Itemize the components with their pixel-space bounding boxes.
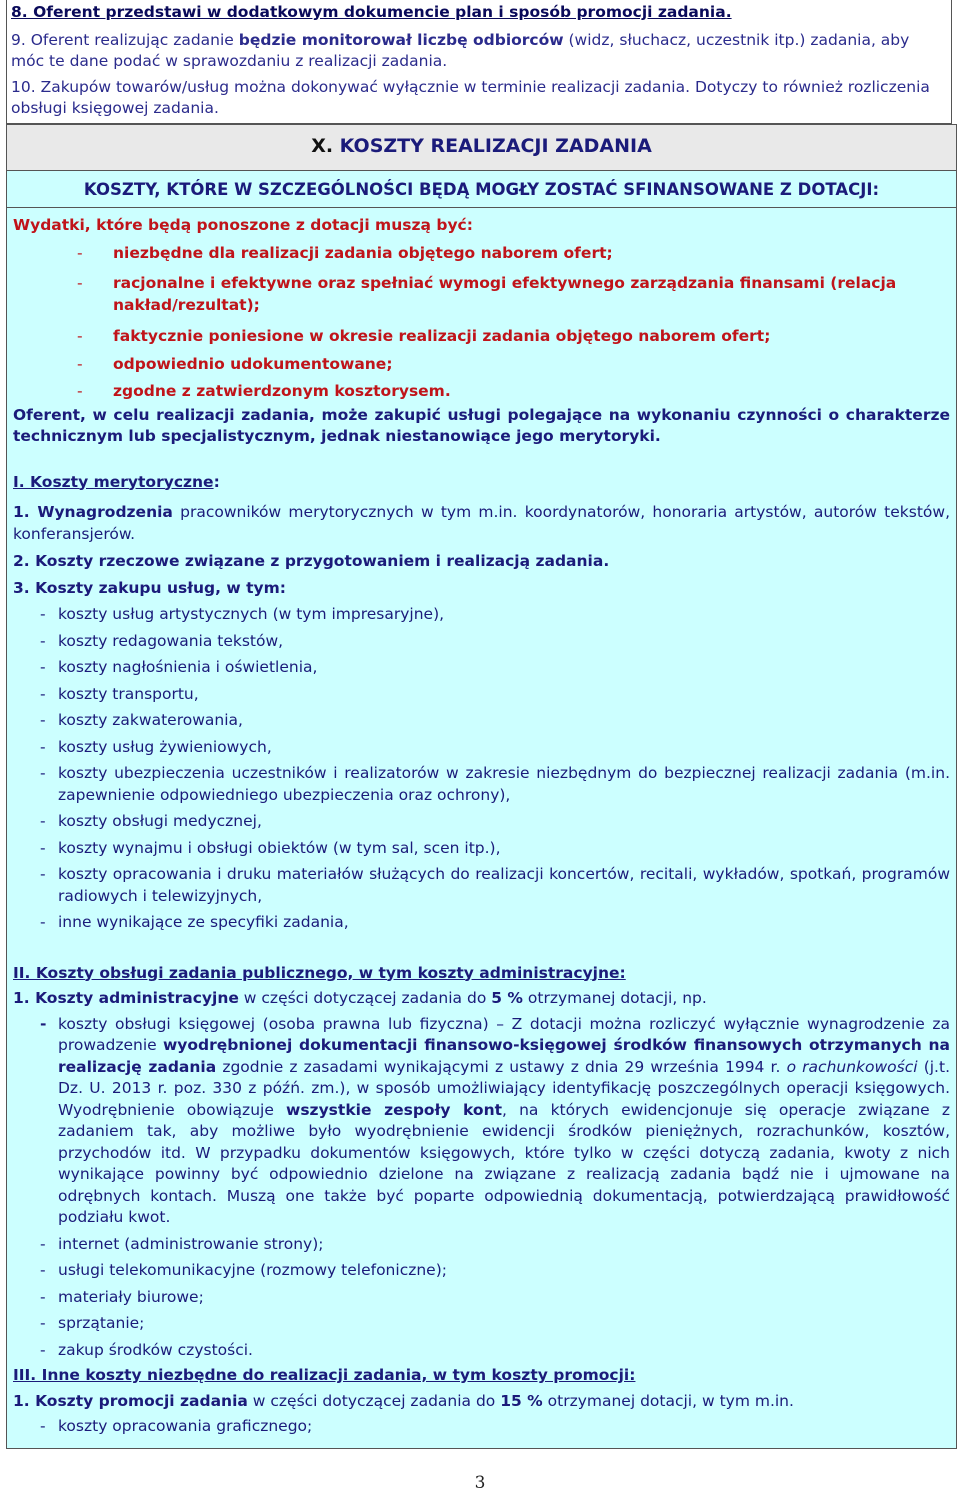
requirements-intro: Wydatki, które będą ponoszone z dotacji muszą być: bbox=[13, 216, 473, 234]
list-item: - internet (administrowanie strony); bbox=[40, 1234, 324, 1253]
list-item: - koszty nagłośnienia i oświetlenia, bbox=[40, 658, 318, 676]
list-item: - koszty zakwaterowania, bbox=[40, 711, 243, 729]
page-number: 3 bbox=[474, 1473, 486, 1493]
part2-accounting bbox=[13, 1014, 950, 1362]
condition-10: 10. Zakupów towarów/usług można dokonywać wyłącznie w terminie realizacji zadania. Dotyczy to również rozliczenia obsługi księgowej zadania. bbox=[11, 78, 930, 117]
part1-heading: I. Koszty merytoryczne: bbox=[13, 472, 220, 491]
requirements-note: Oferent, w celu realizacji zadania, może zakupić usługi polegające na wykonaniu czynności o charakterze technicznym lub specjalistycznym, jednak niestanowiące jego merytoryki. bbox=[13, 405, 950, 445]
costs-content bbox=[6, 171, 957, 1449]
costs-body bbox=[7, 208, 956, 1438]
part2-heading: II. Koszty obsługi zadania publicznego, w tym koszty administracyjne: bbox=[13, 963, 626, 982]
list-item: - koszty ubezpieczenia uczestników i realizatorów w zakresie niezbędnym do bezpiecznej realizacji zadania (m.in. zapewnienie odpowiedniego ubezpieczenia oraz ochrony), bbox=[40, 764, 950, 804]
list-item: - koszty usług żywieniowych, bbox=[40, 737, 272, 756]
list-item: - koszty redagowania tekstów, bbox=[40, 631, 284, 650]
list-item: - koszty usług artystycznych (w tym impresaryjne), bbox=[40, 605, 445, 623]
list-item: - koszty transportu, bbox=[40, 684, 199, 703]
section-subtitle: KOSZTY, KTÓRE W SZCZEGÓLNOŚCI BĘDĄ MOGŁY ZOSTAĆ SFINANSOWANE Z DOTACJI: bbox=[7, 171, 956, 208]
requirement-item: - racjonalne i efektywne oraz spełniać wymogi efektywnego zarządzania finansami (relacja nakład/rezultat); bbox=[77, 274, 897, 314]
part3-promotion-costs: 1. Koszty promocji zadania w części dotyczącej zadania do 15 % otrzymanej dotacji, w tym m.in. bbox=[13, 1391, 794, 1410]
condition-9: 9. Oferent realizując zadanie będzie monitorował liczbę odbiorców (widz, słuchacz, uczestnik itp.) zadania, aby móc te dane podać w sprawozdaniu z realizacji zadania. bbox=[11, 31, 910, 70]
requirement-item: - zgodne z zatwierdzonym kosztorysem. bbox=[77, 382, 451, 400]
requirement-item: - odpowiednio udokumentowane; bbox=[77, 354, 393, 373]
part1-material-costs: 2. Koszty rzeczowe związane z przygotowaniem i realizacją zadania. bbox=[13, 552, 610, 570]
list-item: - sprzątanie; bbox=[40, 1314, 145, 1332]
part1-services-heading: 3. Koszty zakupu usług, w tym: bbox=[13, 578, 286, 597]
requirement-item: - niezbędne dla realizacji zadania objętego naborem ofert; bbox=[77, 243, 613, 262]
part3-heading: III. Inne koszty niezbędne do realizacji zadania, w tym koszty promocji: bbox=[13, 1366, 636, 1384]
section-title: KOSZTY REALIZACJI ZADANIA bbox=[333, 135, 652, 157]
accounting-item: - koszty obsługi księgowej (osoba prawna lub fizyczna) – Z dotacji można rozliczyć wyłącznie wynagrodzenie za prowadzenie wyodrębnionej dokumentacji finansowo-księgowej środków finansowych otrzymanych na realizację zadania zgodnie z zasadami wynikającymi z ustawy z dnia 29 września 1994 r. o rachunkowości (j.t. Dz. U. 2013 r. poz. 330 z późń. zm.), w sposób umożliwiający identyfikację poszczególnych operacji księgowych. Wyodrębnienie obowiązuje wszystkie zespoły kont, na których ewidencjonuje się operacje związane z zadaniem tak, aby możliwe było wyodrębnienie ewidencji środków pieniężnych, rozrachunków, kosztów, przychodów itd. W przypadku dokumentów księgowych, które tylko w części dotyczą zadania, kwoty z nich wynikające powinny być odpowiednio dzielone na związane z realizacją zadania bądź nie i ujmowane na odrębnych kontach. Muszą one także być poparte odpowiednią dokumentacją, potwierdzającą prawidłowość podziału kwot. bbox=[40, 1014, 950, 1226]
list-item: - koszty opracowania graficznego; bbox=[40, 1417, 313, 1435]
list-item: - koszty wynajmu i obsługi obiektów (w tym sal, scen itp.), bbox=[40, 838, 501, 857]
part1-services-list bbox=[13, 604, 950, 934]
conditions-box bbox=[6, 0, 952, 124]
requirement-item: - faktycznie poniesione w okresie realizacji zadania objętego naborem ofert; bbox=[77, 327, 771, 345]
part2-admin-costs: 1. Koszty administracyjne w części dotyczącej zadania do 5 % otrzymanej dotacji, np. bbox=[13, 989, 707, 1007]
part1-wages: 1. Wynagrodzenia pracowników merytorycznych w tym m.in. koordynatorów, honoraria artystów, autorów tekstów, konferansjerów. bbox=[13, 503, 951, 543]
list-item: - koszty opracowania i druku materiałów służących do realizacji koncertów, recitali, wykładów, spotkań, programów radiowych i telewizyjnych, bbox=[40, 865, 950, 905]
condition-8: 8. Oferent przedstawi w dodatkowym dokumencie plan i sposób promocji zadania. bbox=[11, 3, 732, 21]
list-item: - inne wynikające ze specyfiki zadania, bbox=[40, 913, 349, 931]
section-number: X. bbox=[311, 135, 334, 157]
list-item: - usługi telekomunikacyjne (rozmowy telefoniczne); bbox=[40, 1261, 447, 1279]
part3-list bbox=[13, 1416, 950, 1438]
list-item: - materiały biurowe; bbox=[40, 1287, 204, 1306]
list-item: - zakup środków czystości. bbox=[40, 1340, 253, 1359]
list-item: - koszty obsługi medycznej, bbox=[40, 812, 262, 830]
section-header bbox=[6, 124, 957, 171]
